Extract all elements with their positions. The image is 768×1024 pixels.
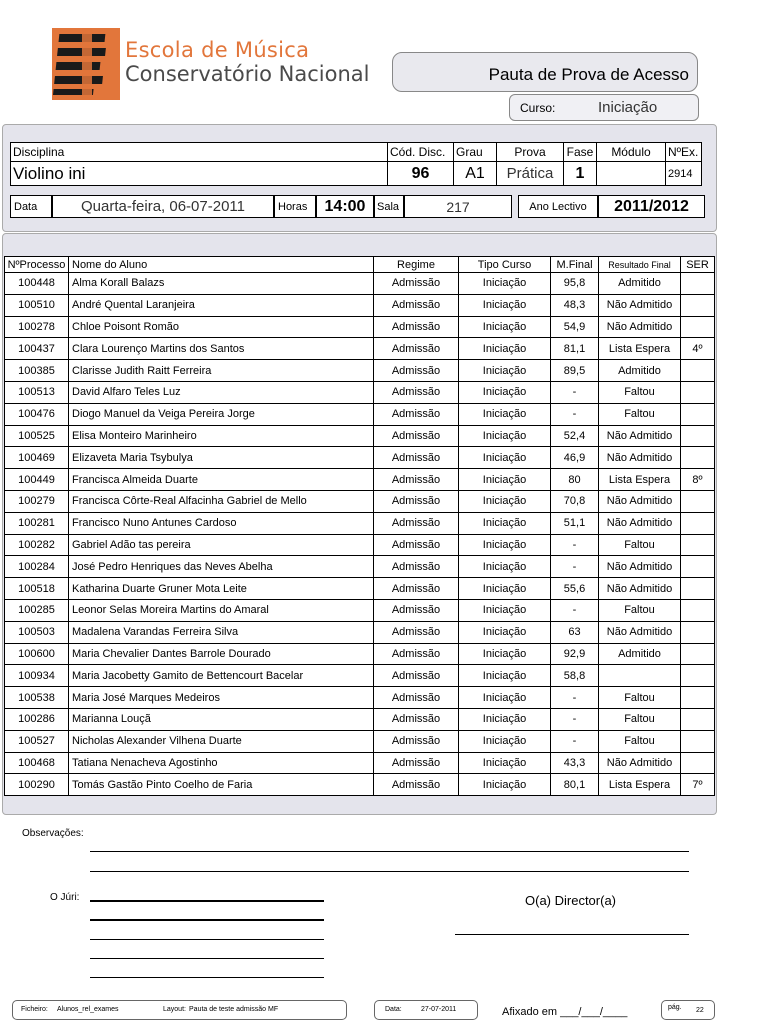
school-logo-icon [52, 28, 120, 100]
cell-processo: 100518 [5, 578, 69, 600]
data-label: Data [10, 195, 52, 218]
sala-value: 217 [404, 195, 512, 218]
cell-tipo-curso: Iniciação [459, 512, 551, 534]
cell-tipo-curso: Iniciação [459, 665, 551, 687]
cell-m-final: 70,8 [551, 490, 599, 512]
cell-m-final: 63 [551, 621, 599, 643]
cod-disc-header: Cód. Disc. [388, 143, 454, 162]
cell-regime: Admissão [374, 360, 459, 382]
cell-m-final: 81,1 [551, 338, 599, 360]
cell-resultado-final: Não Admitido [599, 578, 681, 600]
cell-m-final: 58,8 [551, 665, 599, 687]
cell-m-final: 95,8 [551, 273, 599, 295]
cell-nome: Elizaveta Maria Tsybulya [69, 447, 374, 469]
cell-regime: Admissão [374, 621, 459, 643]
cell-nome: Clarisse Judith Raitt Ferreira [69, 360, 374, 382]
cell-m-final: - [551, 687, 599, 709]
cell-ser [681, 403, 715, 425]
school-name-line1: Escola de Música [125, 38, 310, 62]
data-value: Quarta-feira, 06-07-2011 [52, 195, 274, 218]
cell-m-final: - [551, 403, 599, 425]
cell-processo: 100437 [5, 338, 69, 360]
table-row [5, 730, 715, 752]
table-row [5, 621, 715, 643]
nex-value: 2914 [666, 162, 702, 186]
juri-label: O Júri: [50, 892, 80, 903]
cell-processo: 100281 [5, 512, 69, 534]
cell-resultado-final: Não Admitido [599, 490, 681, 512]
cell-ser [681, 621, 715, 643]
cell-tipo-curso: Iniciação [459, 621, 551, 643]
cell-ser [681, 708, 715, 730]
cell-ser [681, 665, 715, 687]
cell-nome: Francisca Côrte-Real Alfacinha Gabriel de Mello [69, 490, 374, 512]
document-title-box [392, 52, 698, 92]
cell-m-final: - [551, 381, 599, 403]
cell-m-final: 54,9 [551, 316, 599, 338]
cell-regime: Admissão [374, 774, 459, 796]
print-date-box [374, 1000, 478, 1020]
cell-tipo-curso: Iniciação [459, 294, 551, 316]
cell-nome: José Pedro Henriques das Neves Abelha [69, 556, 374, 578]
cell-tipo-curso: Iniciação [459, 643, 551, 665]
cell-resultado-final: Faltou [599, 599, 681, 621]
cell-ser [681, 578, 715, 600]
cell-ser [681, 534, 715, 556]
juri-line-4 [90, 958, 324, 959]
horas-value: 14:00 [316, 195, 374, 218]
table-row [5, 273, 715, 295]
cell-regime: Admissão [374, 708, 459, 730]
table-row [5, 447, 715, 469]
table-row [5, 774, 715, 796]
cell-tipo-curso: Iniciação [459, 360, 551, 382]
cell-ser [681, 294, 715, 316]
cell-m-final: 92,9 [551, 643, 599, 665]
cell-resultado-final: Faltou [599, 381, 681, 403]
cell-resultado-final: Faltou [599, 730, 681, 752]
layout-value: Pauta de teste admissão MF [189, 1006, 279, 1013]
table-row [5, 708, 715, 730]
cell-regime: Admissão [374, 556, 459, 578]
cell-resultado-final: Não Admitido [599, 752, 681, 774]
cell-ser: 7º [681, 774, 715, 796]
cell-tipo-curso: Iniciação [459, 774, 551, 796]
cell-ser [681, 752, 715, 774]
cell-m-final: - [551, 708, 599, 730]
cell-resultado-final: Não Admitido [599, 316, 681, 338]
col-ser: SER [681, 257, 715, 273]
cell-ser [681, 425, 715, 447]
cell-regime: Admissão [374, 294, 459, 316]
cell-regime: Admissão [374, 469, 459, 491]
table-row [5, 752, 715, 774]
cell-tipo-curso: Iniciação [459, 425, 551, 447]
cell-tipo-curso: Iniciação [459, 752, 551, 774]
cell-processo: 100934 [5, 665, 69, 687]
sala-label: Sala [374, 195, 404, 218]
ficheiro-label: Ficheiro: [21, 1006, 48, 1013]
cell-regime: Admissão [374, 403, 459, 425]
cell-tipo-curso: Iniciação [459, 534, 551, 556]
cell-regime: Admissão [374, 381, 459, 403]
cell-processo: 100284 [5, 556, 69, 578]
table-row [5, 316, 715, 338]
table-row [5, 556, 715, 578]
cell-resultado-final: Não Admitido [599, 556, 681, 578]
juri-line-3 [90, 939, 324, 940]
table-row [5, 360, 715, 382]
cell-regime: Admissão [374, 273, 459, 295]
cell-nome: Diogo Manuel da Veiga Pereira Jorge [69, 403, 374, 425]
table-row [5, 469, 715, 491]
cell-ser [681, 316, 715, 338]
cell-nome: Maria Jacobetty Gamito de Bettencourt Bacelar [69, 665, 374, 687]
table-row [5, 338, 715, 360]
cell-resultado-final: Admitido [599, 643, 681, 665]
cell-nome: Maria Chevalier Dantes Barrole Dourado [69, 643, 374, 665]
col-tipo-curso: Tipo Curso [459, 257, 551, 273]
cell-regime: Admissão [374, 490, 459, 512]
col-processo: NºProcesso [5, 257, 69, 273]
cell-nome: Leonor Selas Moreira Martins do Amaral [69, 599, 374, 621]
cell-processo: 100282 [5, 534, 69, 556]
cell-processo: 100448 [5, 273, 69, 295]
cell-regime: Admissão [374, 578, 459, 600]
ficheiro-value: Alunos_rel_exames [57, 1006, 119, 1013]
cell-nome: David Alfaro Teles Luz [69, 381, 374, 403]
cell-resultado-final [599, 665, 681, 687]
cell-tipo-curso: Iniciação [459, 599, 551, 621]
cell-m-final: 52,4 [551, 425, 599, 447]
cell-tipo-curso: Iniciação [459, 578, 551, 600]
print-date-label: Data: [385, 1006, 402, 1013]
cell-tipo-curso: Iniciação [459, 338, 551, 360]
table-row [5, 490, 715, 512]
table-row [5, 425, 715, 447]
page-box [661, 1000, 715, 1020]
table-row [5, 381, 715, 403]
cell-m-final: 48,3 [551, 294, 599, 316]
cell-tipo-curso: Iniciação [459, 708, 551, 730]
cod-disc-value: 96 [388, 162, 454, 186]
cell-m-final: - [551, 534, 599, 556]
cell-processo: 100286 [5, 708, 69, 730]
cell-resultado-final: Faltou [599, 403, 681, 425]
fase-value: 1 [564, 162, 597, 186]
students-table-body [5, 273, 715, 796]
cell-processo: 100285 [5, 599, 69, 621]
ano-lectivo-label: Ano Lectivo [518, 195, 598, 218]
cell-resultado-final: Admitido [599, 360, 681, 382]
cell-nome: André Quental Laranjeira [69, 294, 374, 316]
col-nome: Nome do Aluno [69, 257, 374, 273]
school-name-line2: Conservatório Nacional [125, 62, 370, 86]
disciplina-value: Violino ini [11, 162, 388, 186]
cell-nome: Tomás Gastão Pinto Coelho de Faria [69, 774, 374, 796]
layout-label: Layout: [163, 1006, 186, 1013]
cell-m-final: 55,6 [551, 578, 599, 600]
cell-processo: 100468 [5, 752, 69, 774]
grau-value: A1 [454, 162, 497, 186]
cell-nome: Katharina Duarte Gruner Mota Leite [69, 578, 374, 600]
cell-ser [681, 360, 715, 382]
cell-m-final: 80 [551, 469, 599, 491]
cell-processo: 100385 [5, 360, 69, 382]
cell-processo: 100600 [5, 643, 69, 665]
cell-processo: 100476 [5, 403, 69, 425]
page-number: 22 [696, 1007, 704, 1014]
cell-processo: 100513 [5, 381, 69, 403]
cell-resultado-final: Admitido [599, 273, 681, 295]
file-info-box [12, 1000, 347, 1020]
cell-resultado-final: Não Admitido [599, 447, 681, 469]
cell-processo: 100527 [5, 730, 69, 752]
cell-regime: Admissão [374, 425, 459, 447]
cell-regime: Admissão [374, 730, 459, 752]
cell-tipo-curso: Iniciação [459, 273, 551, 295]
cell-resultado-final: Lista Espera [599, 469, 681, 491]
cell-processo: 100278 [5, 316, 69, 338]
cell-nome: Maria José Marques Medeiros [69, 687, 374, 709]
cell-regime: Admissão [374, 447, 459, 469]
cell-tipo-curso: Iniciação [459, 730, 551, 752]
cell-nome: Alma Korall Balazs [69, 273, 374, 295]
cell-ser [681, 643, 715, 665]
cell-processo: 100503 [5, 621, 69, 643]
cell-nome: Tatiana Nenacheva Agostinho [69, 752, 374, 774]
cell-processo: 100279 [5, 490, 69, 512]
cell-nome: Francisca Almeida Duarte [69, 469, 374, 491]
prova-header: Prova [497, 143, 564, 162]
cell-m-final: - [551, 599, 599, 621]
observacoes-line-2 [90, 871, 689, 872]
cell-tipo-curso: Iniciação [459, 447, 551, 469]
cell-m-final: - [551, 730, 599, 752]
juri-line-1 [90, 900, 324, 902]
cell-ser [681, 687, 715, 709]
cell-processo: 100290 [5, 774, 69, 796]
table-row [5, 643, 715, 665]
cell-processo: 100469 [5, 447, 69, 469]
info-header-row [11, 143, 702, 162]
cell-m-final: 43,3 [551, 752, 599, 774]
cell-ser [681, 556, 715, 578]
table-row [5, 687, 715, 709]
director-label: O(a) Director(a) [525, 893, 617, 908]
col-m-final: M.Final [551, 257, 599, 273]
observacoes-label: Observações: [22, 828, 84, 839]
cell-nome: Elisa Monteiro Marinheiro [69, 425, 374, 447]
info-value-row [11, 162, 702, 186]
cell-nome: Clara Lourenço Martins dos Santos [69, 338, 374, 360]
table-header-row [5, 257, 715, 273]
cell-regime: Admissão [374, 687, 459, 709]
cell-m-final: - [551, 556, 599, 578]
students-table [4, 256, 715, 796]
table-row [5, 599, 715, 621]
disciplina-header: Disciplina [11, 143, 388, 162]
cell-regime: Admissão [374, 665, 459, 687]
document-title: Pauta de Prova de Acesso [488, 65, 689, 84]
cell-regime: Admissão [374, 512, 459, 534]
cell-ser [681, 273, 715, 295]
fase-header: Fase [564, 143, 597, 162]
modulo-value [597, 162, 666, 186]
cell-m-final: 89,5 [551, 360, 599, 382]
cell-nome: Nicholas Alexander Vilhena Duarte [69, 730, 374, 752]
ano-lectivo-value: 2011/2012 [598, 195, 705, 218]
cell-resultado-final: Não Admitido [599, 294, 681, 316]
school-name [125, 40, 370, 85]
cell-tipo-curso: Iniciação [459, 403, 551, 425]
table-row [5, 403, 715, 425]
page-label: pág. [668, 1004, 682, 1011]
cell-nome: Chloe Poisont Romão [69, 316, 374, 338]
curso-label: Curso: [520, 101, 556, 115]
cell-resultado-final: Faltou [599, 534, 681, 556]
cell-nome: Marianna Louçã [69, 708, 374, 730]
table-row [5, 578, 715, 600]
grau-header: Grau [454, 143, 497, 162]
cell-resultado-final: Não Admitido [599, 425, 681, 447]
prova-value: Prática [497, 162, 564, 186]
juri-line-2 [90, 919, 324, 921]
curso-box [509, 94, 699, 121]
cell-tipo-curso: Iniciação [459, 469, 551, 491]
curso-value: Iniciação [598, 99, 658, 116]
table-row [5, 512, 715, 534]
cell-processo: 100525 [5, 425, 69, 447]
table-row [5, 294, 715, 316]
cell-nome: Madalena Varandas Ferreira Silva [69, 621, 374, 643]
cell-resultado-final: Lista Espera [599, 774, 681, 796]
cell-ser [681, 730, 715, 752]
cell-ser: 8º [681, 469, 715, 491]
cell-regime: Admissão [374, 599, 459, 621]
cell-processo: 100510 [5, 294, 69, 316]
nex-header: NºEx. [666, 143, 702, 162]
cell-ser [681, 447, 715, 469]
cell-ser [681, 490, 715, 512]
horas-label: Horas [274, 195, 316, 218]
cell-tipo-curso: Iniciação [459, 381, 551, 403]
cell-tipo-curso: Iniciação [459, 316, 551, 338]
cell-tipo-curso: Iniciação [459, 490, 551, 512]
table-row [5, 665, 715, 687]
discipline-info-table [10, 142, 702, 186]
print-date-value: 27-07-2011 [421, 1006, 457, 1013]
director-signature-line [455, 934, 689, 935]
cell-ser [681, 599, 715, 621]
cell-regime: Admissão [374, 338, 459, 360]
cell-resultado-final: Lista Espera [599, 338, 681, 360]
cell-ser [681, 381, 715, 403]
cell-processo: 100449 [5, 469, 69, 491]
cell-m-final: 46,9 [551, 447, 599, 469]
table-row [5, 534, 715, 556]
cell-nome: Francisco Nuno Antunes Cardoso [69, 512, 374, 534]
juri-line-5 [90, 977, 324, 978]
cell-processo: 100538 [5, 687, 69, 709]
cell-regime: Admissão [374, 534, 459, 556]
cell-resultado-final: Não Admitido [599, 621, 681, 643]
cell-nome: Gabriel Adão tas pereira [69, 534, 374, 556]
cell-m-final: 80,1 [551, 774, 599, 796]
col-regime: Regime [374, 257, 459, 273]
cell-resultado-final: Faltou [599, 708, 681, 730]
cell-resultado-final: Faltou [599, 687, 681, 709]
afixado-em: Afixado em ___/___/____ [502, 1006, 628, 1018]
cell-ser: 4º [681, 338, 715, 360]
col-resultado-final: Resultado Final [599, 257, 681, 273]
cell-resultado-final: Não Admitido [599, 512, 681, 534]
cell-regime: Admissão [374, 752, 459, 774]
cell-m-final: 51,1 [551, 512, 599, 534]
cell-regime: Admissão [374, 643, 459, 665]
cell-regime: Admissão [374, 316, 459, 338]
observacoes-line-1 [90, 851, 689, 852]
cell-ser [681, 512, 715, 534]
cell-tipo-curso: Iniciação [459, 556, 551, 578]
cell-tipo-curso: Iniciação [459, 687, 551, 709]
modulo-header: Módulo [597, 143, 666, 162]
